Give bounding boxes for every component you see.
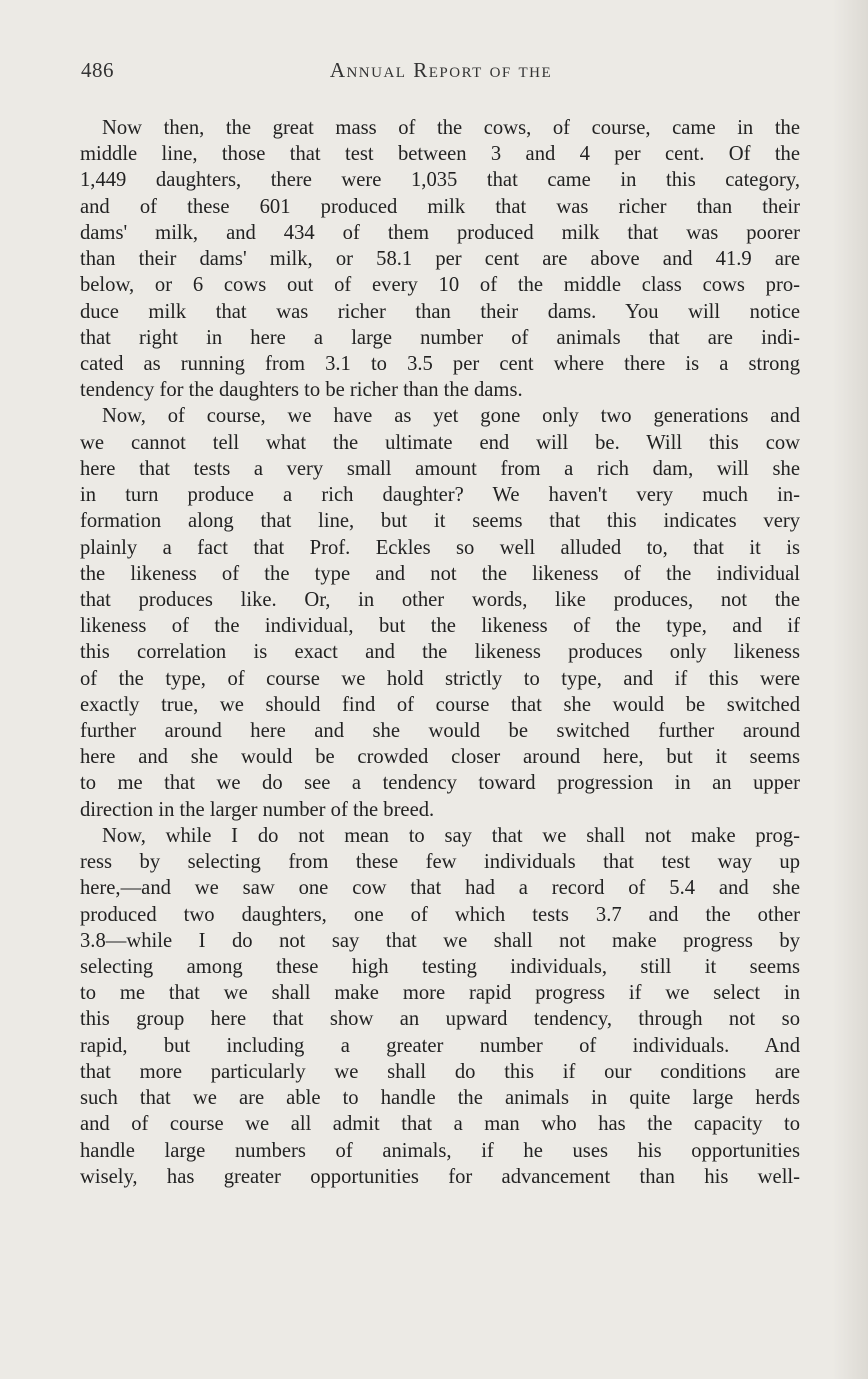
paragraph	[80, 823, 800, 1190]
page-header	[81, 58, 801, 88]
text-line: exactly true, we should find of course that she would be switched	[80, 693, 800, 716]
text-line: such that we are able to handle the animals in quite large herds	[80, 1087, 800, 1110]
text-line: wisely, has greater opportunities for advancement than his well-	[80, 1165, 800, 1188]
text-line: produced two daughters, one of which tests 3.7 and the other	[80, 903, 800, 926]
text-line: Now then, the great mass of the cows, of course, came in the	[102, 117, 800, 139]
text-line: the likeness of the type and not the likeness of the individual	[80, 562, 800, 585]
text-line: dams' milk, and 434 of them produced milk that was poorer	[80, 221, 800, 244]
text-line: tendency for the daughters to be richer than the dams.	[80, 379, 523, 402]
text-line: Now, of course, we have as yet gone only two generations and	[102, 405, 800, 428]
text-line: we cannot tell what the ultimate end will be. Will this cow	[80, 431, 800, 454]
text-line: here and she would be crowded closer around here, but it seems	[80, 746, 800, 769]
text-line: selecting among these high testing individuals, still it seems	[80, 956, 800, 978]
text-line: of the type, of course we hold strictly to type, and if this were	[80, 667, 800, 690]
text-line: formation along that line, but it seems that this indicates very	[80, 510, 800, 533]
paragraph	[80, 403, 800, 823]
text-line: 3.8—while I do not say that we shall not make progress by	[80, 929, 800, 952]
text-line: Now, while I do not mean to say that we shall not make prog-	[102, 824, 800, 847]
text-line: and of course we all admit that a man who has the capacity to	[80, 1113, 800, 1136]
text-line: handle large numbers of animals, if he uses his opportunities	[80, 1139, 800, 1162]
running-title: Annual Report of the	[329, 58, 553, 82]
text-line: that right in here a large number of animals that are indi-	[80, 326, 800, 349]
text-line: ress by selecting from these few individuals that test way up	[80, 851, 800, 874]
text-line: this group here that show an upward tendency, through not so	[80, 1008, 800, 1031]
text-line: here,—and we saw one cow that had a record of 5.4 and she	[80, 877, 800, 900]
text-line: direction in the larger number of the breed.	[80, 798, 435, 821]
text-line: that produces like. Or, in other words, like produces, not the	[80, 588, 800, 611]
text-line: likeness of the individual, but the likeness of the type, and if	[80, 615, 800, 638]
text-line: to me that we do see a tendency toward progression in an upper	[80, 772, 800, 795]
text-line: to me that we shall make more rapid progress if we select in	[80, 982, 800, 1005]
text-line: that more particularly we shall do this if our conditions are	[80, 1060, 800, 1083]
text-line: middle line, those that test between 3 and 4 per cent. Of the	[80, 143, 800, 166]
text-line: further around here and she would be switched further around	[80, 720, 800, 743]
text-line: in turn produce a rich daughter? We haven't very much in-	[80, 484, 800, 507]
paragraph	[80, 115, 800, 403]
text-line: plainly a fact that Prof. Eckles so well alluded to, that it is	[80, 536, 800, 559]
text-line: below, or 6 cows out of every 10 of the middle class cows pro-	[80, 274, 800, 297]
body-text	[80, 115, 800, 1190]
text-line: than their dams' milk, or 58.1 per cent are above and 41.9 are	[80, 248, 800, 271]
text-line: 1,449 daughters, there were 1,035 that came in this category,	[80, 169, 800, 192]
page-number: 486	[81, 58, 114, 82]
text-line: rapid, but including a greater number of individuals. And	[80, 1034, 800, 1057]
text-line: cated as running from 3.1 to 3.5 per cent where there is a strong	[80, 352, 800, 375]
text-line: and of these 601 produced milk that was richer than their	[80, 195, 800, 218]
text-line: this correlation is exact and the likeness produces only likeness	[80, 641, 800, 664]
text-line: duce milk that was richer than their dams. You will notice	[80, 300, 800, 323]
text-line: here that tests a very small amount from a rich dam, will she	[80, 457, 800, 480]
